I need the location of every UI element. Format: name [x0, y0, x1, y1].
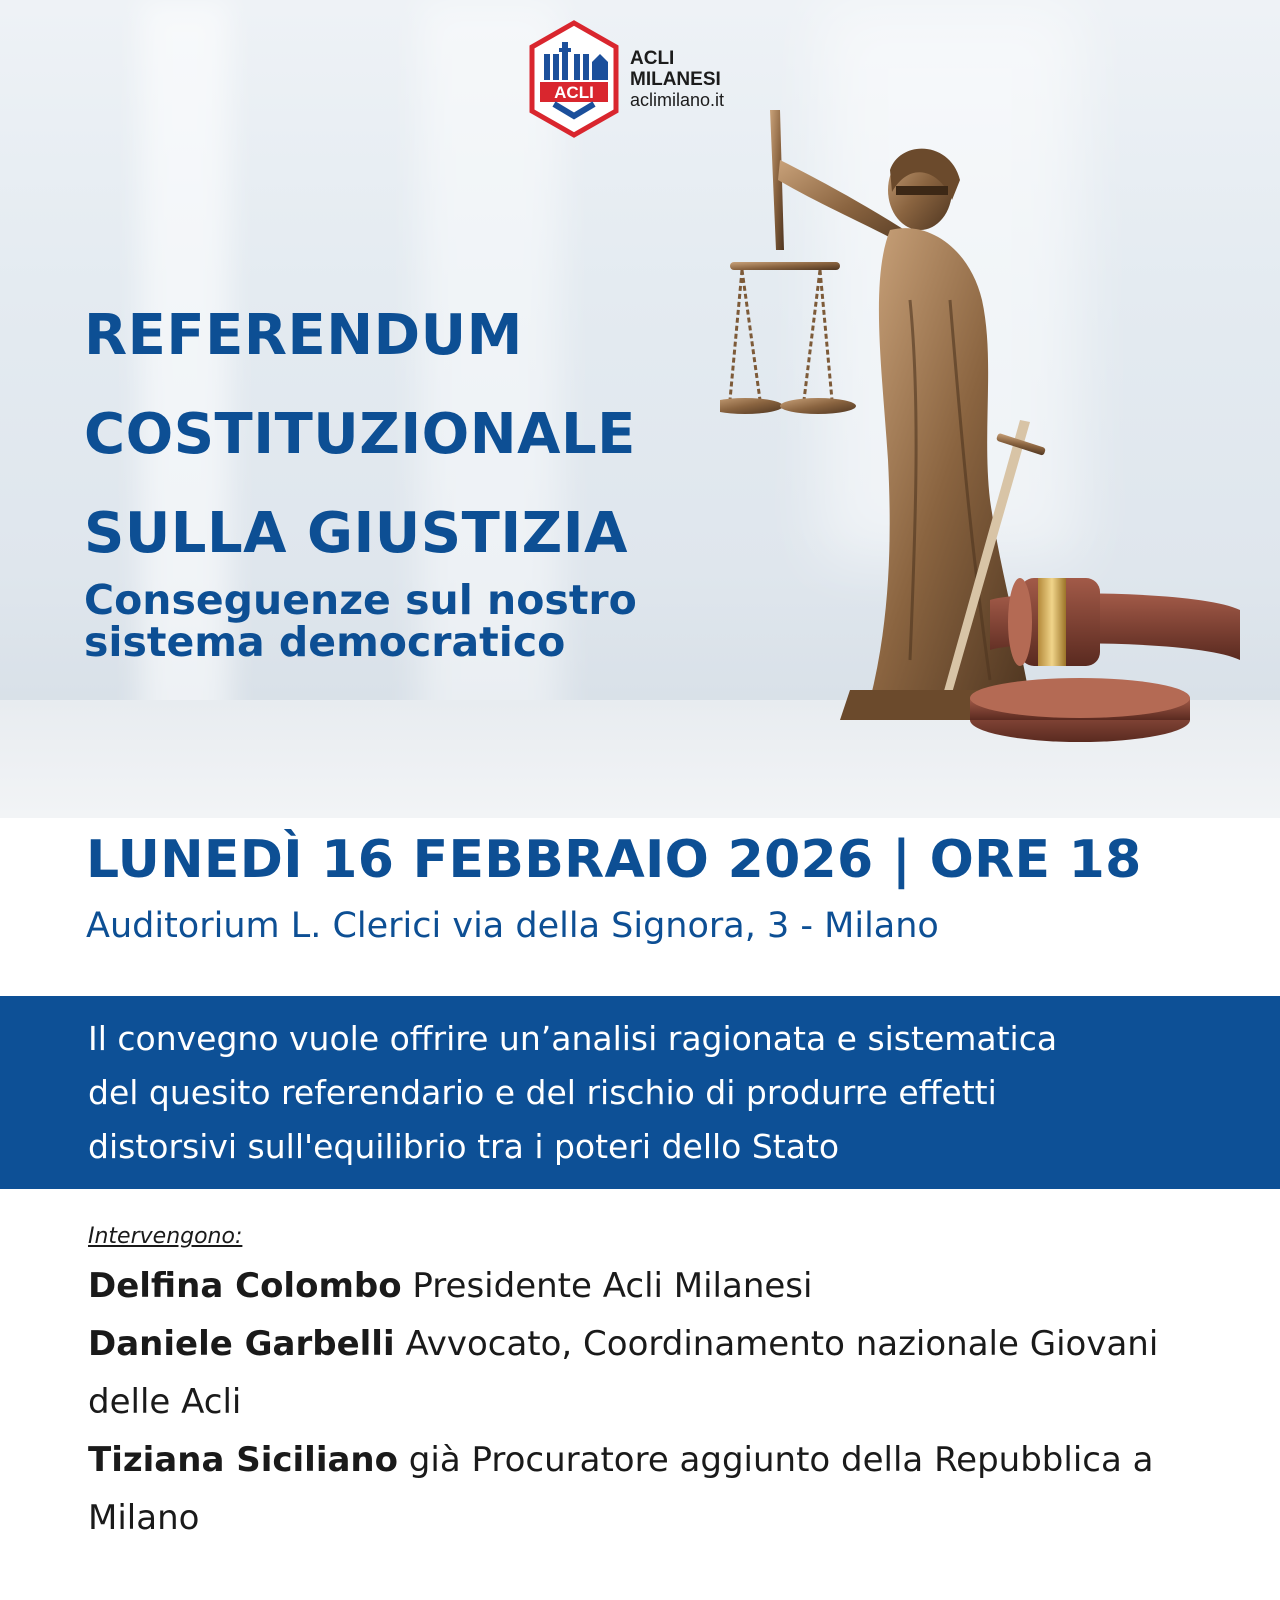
logo-line-acli: ACLI: [630, 47, 675, 69]
description-band: [0, 996, 1280, 1189]
title-line-1: REFERENDUM: [84, 303, 523, 368]
subtitle-line-2: sistema democratico: [84, 618, 566, 666]
speaker-item: [88, 1431, 1218, 1547]
logo-line-milanesi: MILANESI: [630, 68, 721, 90]
speaker-name: Tiziana Siciliano: [88, 1440, 398, 1480]
subtitle-line-1: Conseguenze sul nostro: [84, 576, 637, 624]
speaker-name: Delfina Colombo: [88, 1266, 402, 1306]
speaker-item: [88, 1315, 1218, 1431]
title-line-3: SULLA GIUSTIZIA: [84, 501, 628, 566]
speakers-section: [88, 1224, 1218, 1547]
title-line-2: COSTITUZIONALE: [84, 402, 636, 467]
event-date: LUNEDÌ 16 FEBBRAIO 2026 | ORE 18: [86, 830, 1142, 890]
speaker-name: Daniele Garbelli: [88, 1324, 395, 1364]
event-title: [84, 286, 637, 667]
lady-justice-illustration: [720, 100, 1240, 760]
logo-website: aclimilano.it: [630, 89, 725, 110]
speaker-role: già Procuratore aggiunto della Repubblica a Milano: [88, 1440, 1154, 1538]
description-line-1: Il convegno vuole offrire un’analisi ragionata e sistematica: [88, 1019, 1058, 1058]
event-location: Auditorium L. Clerici via della Signora, 3 - Milano: [86, 906, 939, 946]
acli-shield-icon: [528, 20, 620, 138]
speaker-item: [88, 1257, 1218, 1315]
description-line-3: distorsivi sull'equilibrio tra i poteri dello Stato: [88, 1127, 840, 1166]
speaker-role: Avvocato, Coordinamento nazionale Giovani delle Acli: [88, 1324, 1159, 1422]
speakers-intro: Intervengono:: [88, 1224, 243, 1249]
acli-logo: [528, 20, 724, 138]
speaker-role: Presidente Acli Milanesi: [412, 1266, 813, 1306]
logo-badge-text: ACLI: [554, 83, 594, 102]
description-text: [88, 1012, 1218, 1174]
description-line-2: del quesito referendario e del rischio di produrre effetti: [88, 1073, 997, 1112]
